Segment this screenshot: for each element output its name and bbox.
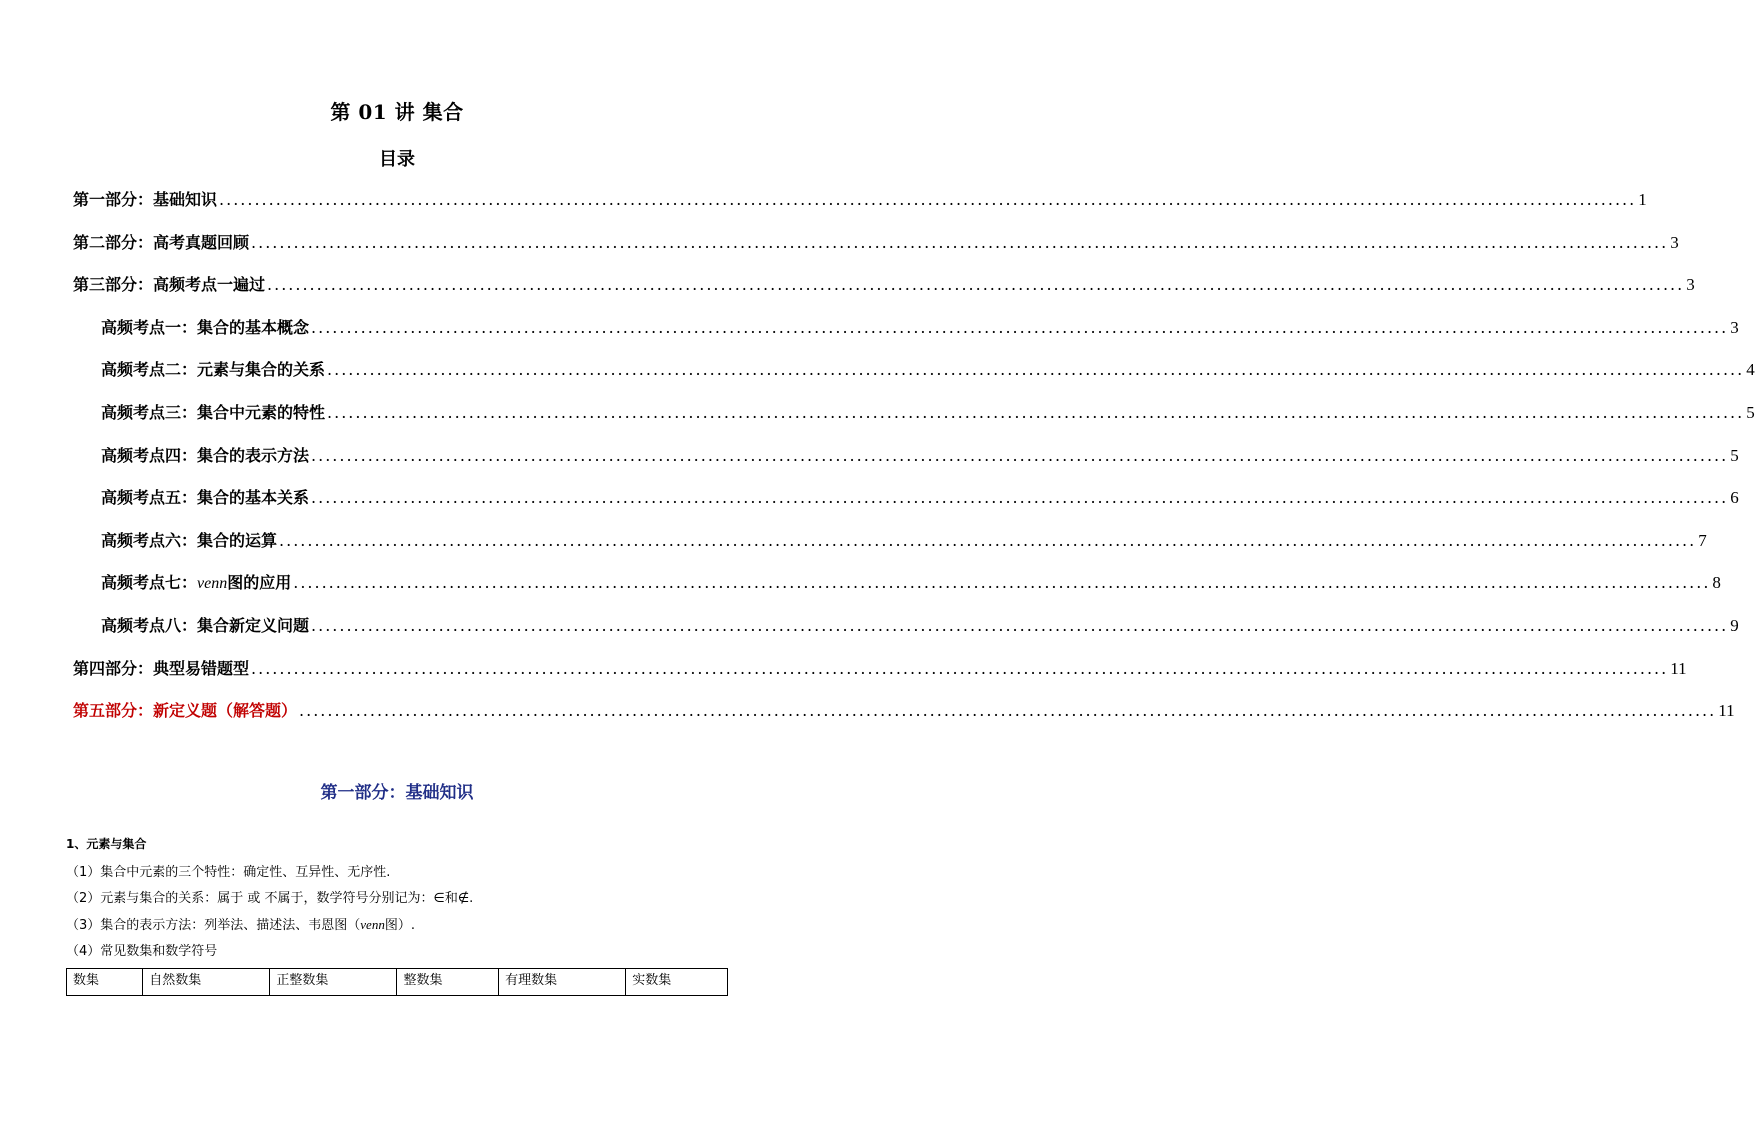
toc-entry-label: 高频考点三：集合中元素的特性: [101, 403, 326, 422]
toc-entry-page: 11: [1718, 701, 1735, 721]
toc-leader-dots: ........................................................................................................................................................................................................: [219, 190, 1637, 209]
paragraph-representation: [66, 912, 746, 939]
number-sets-table: [66, 968, 728, 996]
toc-entry-label-pre: 高频考点七：: [101, 573, 198, 593]
text-fragment: 图）.: [384, 918, 415, 933]
toc-entry-page: 3: [1730, 317, 1739, 337]
toc-entry[interactable]: [73, 230, 1679, 253]
toc-leader-dots: ........................................................................................................................................................................................................: [251, 232, 1669, 252]
toc-entry[interactable]: [73, 187, 1647, 210]
toc-entry-page: 7: [1698, 530, 1707, 550]
toc-entry-page: 8: [1712, 573, 1721, 593]
text-fragment: （3）集合的表示方法：列举法、描述法、韦恩图（: [66, 918, 361, 933]
toc-entry[interactable]: [101, 485, 1739, 508]
toc-entry[interactable]: [101, 528, 1707, 551]
toc-entry-page: 5: [1730, 445, 1739, 465]
section-content: [66, 835, 746, 965]
toc-leader-dots: ........................................................................................................................................................................................................: [311, 317, 1729, 337]
toc-leader-dots: ........................................................................................................................................................................................................: [293, 573, 1711, 593]
venn-term: venn: [360, 917, 385, 932]
toc-entry[interactable]: [101, 570, 1721, 593]
toc-entry-page: 3: [1686, 275, 1695, 295]
toc-entry[interactable]: [101, 613, 1739, 636]
section-heading: 第一部分：基础知识: [320, 783, 474, 803]
toc-leader-dots: ........................................................................................................................................................................................................: [327, 403, 1745, 422]
table-cell: 数集: [67, 969, 143, 996]
toc-entry[interactable]: [101, 443, 1739, 466]
toc-entry-page: 9: [1730, 616, 1739, 635]
toc-entry-page: 11: [1670, 658, 1687, 678]
toc-entry[interactable]: [101, 400, 1755, 423]
toc-entry-label: 高频考点二：元素与集合的关系: [101, 360, 326, 380]
toc-leader-dots: ........................................................................................................................................................................................................: [311, 445, 1729, 465]
toc-entry[interactable]: [73, 272, 1695, 295]
toc-entry-label: 高频考点五：集合的基本关系: [101, 488, 310, 508]
toc-entry-label: 高频考点四：集合的表示方法: [101, 445, 310, 465]
toc-leader-dots: ........................................................................................................................................................................................................: [279, 530, 1697, 550]
toc-entry[interactable]: [101, 357, 1755, 380]
toc-entry-page: 3: [1670, 232, 1679, 252]
toc-entry[interactable]: [101, 315, 1739, 338]
toc-entry-label: 第五部分：新定义题（解答题）: [73, 701, 298, 721]
toc-entry-label-post: 图的应用: [227, 573, 292, 593]
toc-entry-page: 5: [1746, 403, 1755, 422]
toc-leader-dots: ........................................................................................................................................................................................................: [267, 275, 1685, 295]
toc-entry-page: 6: [1730, 488, 1739, 508]
toc-leader-dots: ........................................................................................................................................................................................................: [311, 488, 1729, 508]
table-row: [67, 969, 728, 996]
toc-leader-dots: ........................................................................................................................................................................................................: [327, 360, 1745, 380]
toc-entry-label: 第四部分：典型易错题型: [73, 658, 250, 678]
paragraph-membership: （2）元素与集合的关系：属于 或 不属于，数学符号分别记为：∈和∉.: [66, 891, 474, 906]
toc-entry-label: 高频考点一：集合的基本概念: [101, 317, 310, 337]
toc-leader-dots: ........................................................................................................................................................................................................: [251, 658, 1669, 678]
paragraph-properties: （1）集合中元素的三个特性：确定性、互异性、无序性.: [66, 865, 391, 880]
toc-leader-dots: ........................................................................................................................................................................................................: [311, 616, 1729, 635]
toc-title: 目录: [379, 149, 415, 170]
venn-term: venn: [197, 575, 228, 593]
toc-entry-label: 高频考点六：集合的运算: [101, 530, 278, 550]
toc-entry-label: [101, 570, 291, 593]
toc-leader-dots: ........................................................................................................................................................................................................: [299, 701, 1717, 721]
table-cell: 正整数集: [270, 969, 397, 996]
table-cell: 有理数集: [499, 969, 626, 996]
toc-entry-label: 高频考点八：集合新定义问题: [101, 616, 310, 635]
toc-entry[interactable]: [73, 656, 1687, 679]
toc-entry-label: 第三部分：高频考点一遍过: [73, 275, 266, 295]
table-cell: 整数集: [397, 969, 499, 996]
sub-heading: 1、元素与集合: [66, 837, 147, 851]
table-cell: 实数集: [626, 969, 728, 996]
toc-entry-label: 第一部分：基础知识: [73, 190, 218, 209]
document-title: 第 01 讲 集合: [330, 100, 464, 124]
toc-entry-label: 第二部分：高考真题回顾: [73, 232, 250, 252]
table-cell: 自然数集: [143, 969, 270, 996]
toc-entry[interactable]: [73, 698, 1735, 721]
paragraph-number-sets: （4）常见数集和数学符号: [66, 944, 218, 959]
toc-entry-page: 1: [1638, 190, 1647, 209]
toc-entry-page: 4: [1746, 360, 1755, 380]
